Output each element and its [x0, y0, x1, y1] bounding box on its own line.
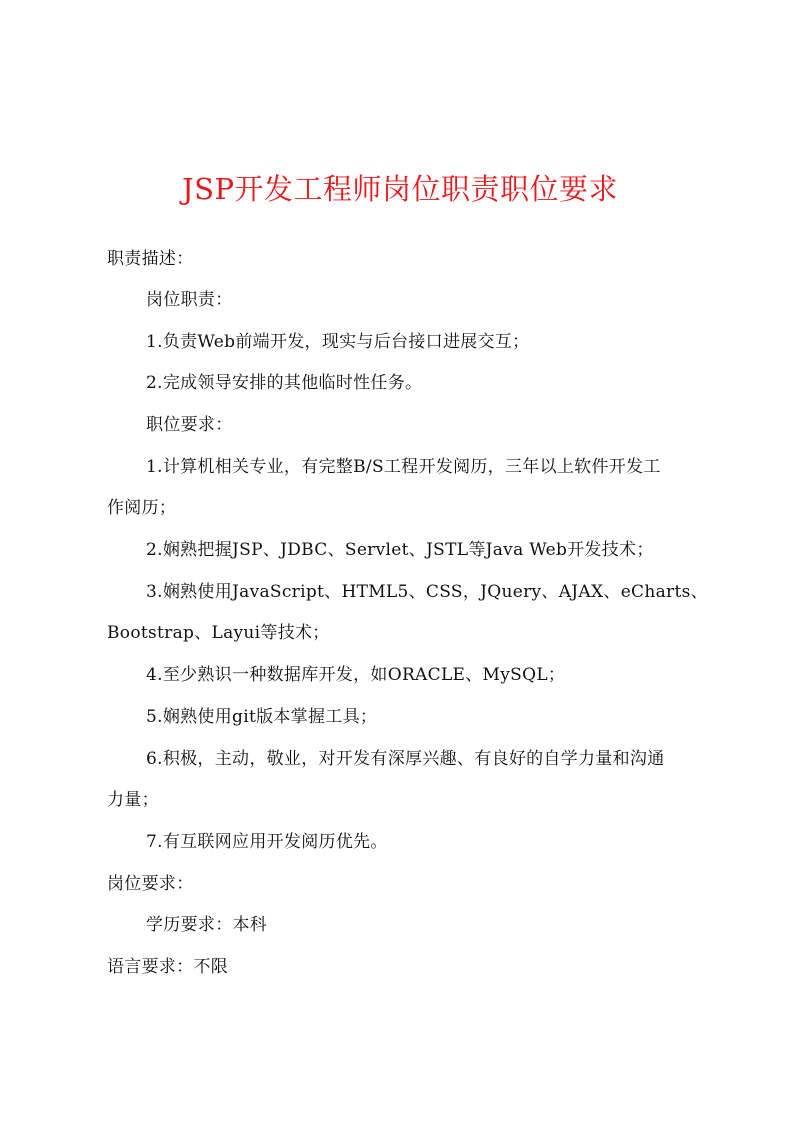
requirement-item-2: 2.娴熟把握JSP、JDBC、Servlet、JSTL等Java Web开发技术；: [146, 540, 654, 560]
document-title: JSP开发工程师岗位职责职位要求: [181, 172, 618, 206]
section-heading-position-requirements: 岗位要求：: [107, 874, 194, 894]
duty-item-2: 2.完成领导安排的其他临时性任务。: [146, 373, 423, 393]
requirement-item-4: 4.至少熟识一种数据库开发，如ORACLE、MySQL；: [146, 665, 566, 685]
subheading-job-duties: 岗位职责：: [146, 290, 233, 310]
language-requirement: 语言要求：不限: [107, 957, 229, 977]
education-requirement: 学历要求：本科: [146, 915, 268, 935]
requirement-item-5: 5.娴熟使用git版本掌握工具；: [146, 707, 378, 727]
duty-item-1: 1.负责Web前端开发，现实与后台接口进展交互；: [146, 332, 530, 352]
requirement-item-3-continued: Bootstrap、Layui等技术；: [107, 623, 330, 643]
requirement-item-3: 3.娴熟使用JavaScript、HTML5、CSS，JQuery、AJAX、eCharts、: [146, 582, 708, 602]
subheading-job-requirements: 职位要求：: [146, 415, 233, 435]
requirement-item-1: 1.计算机相关专业，有完整B/S工程开发阅历，三年以上软件开发工: [146, 457, 661, 477]
requirement-item-1-continued: 作阅历；: [107, 498, 177, 518]
requirement-item-6-continued: 力量；: [107, 790, 159, 810]
requirement-item-6: 6.积极，主动，敬业，对开发有深厚兴趣、有良好的自学力量和沟通: [146, 749, 665, 769]
section-heading-duties-description: 职责描述：: [107, 249, 194, 269]
requirement-item-7: 7.有互联网应用开发阅历优先。: [146, 832, 388, 852]
